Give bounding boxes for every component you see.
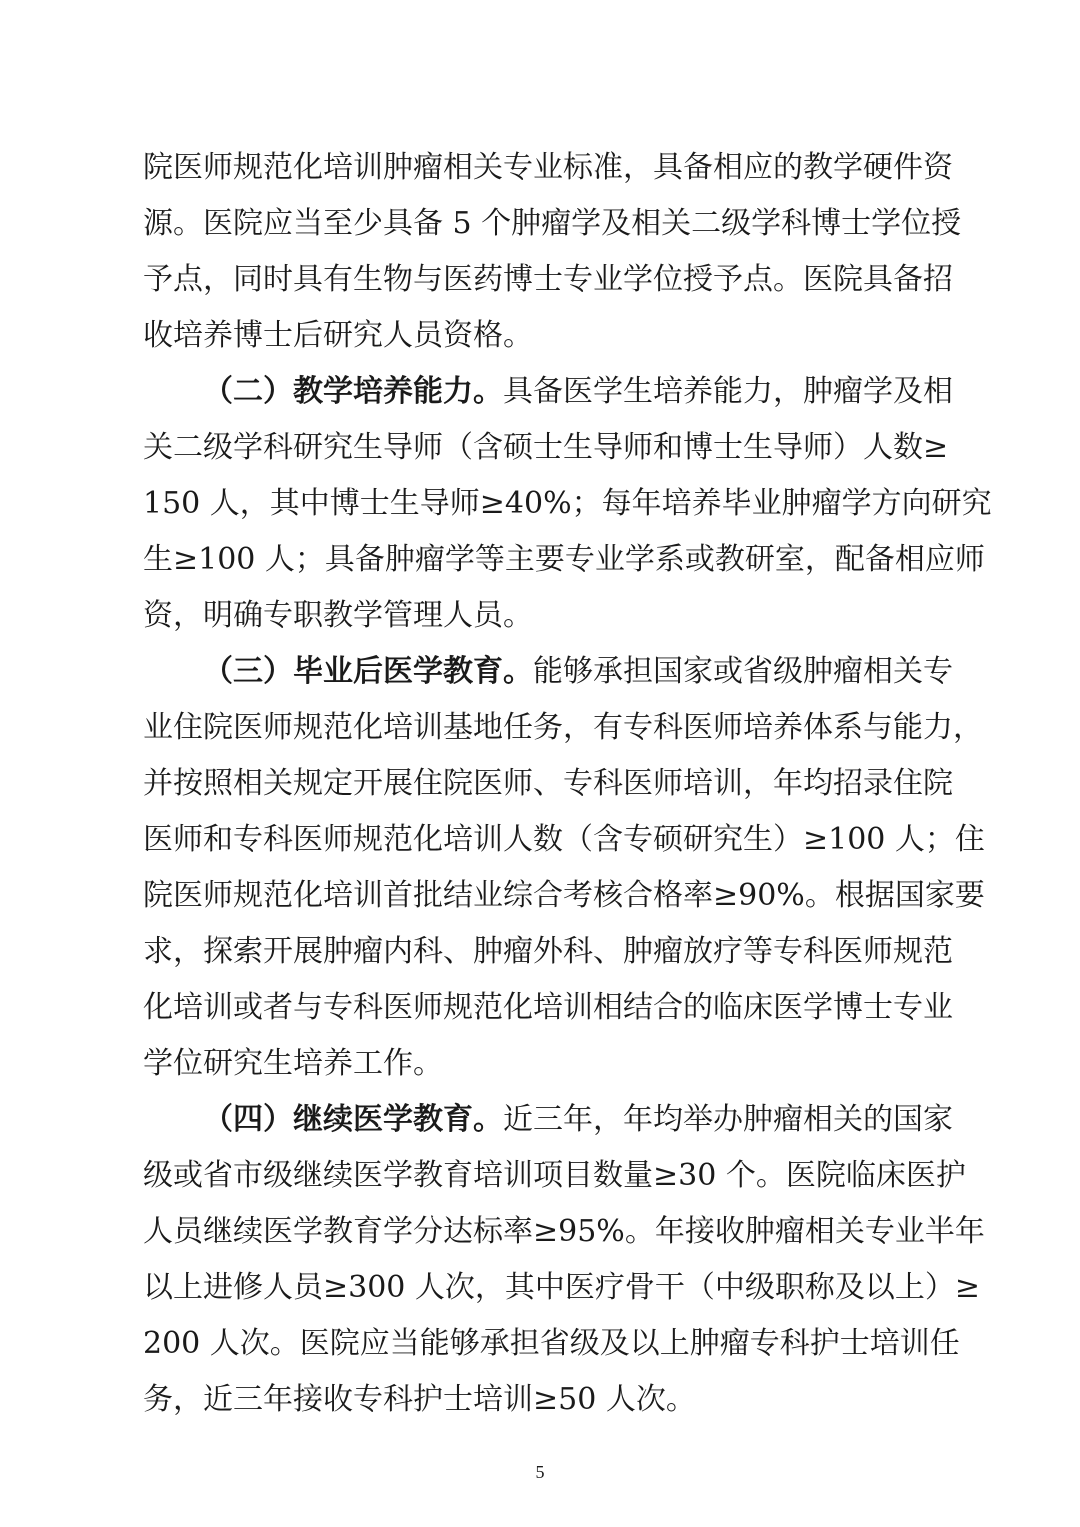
text-line: 院医师规范化培训首批结业综合考核合格率≥90%。根据国家要 [143,878,985,913]
text-line: 资，明确专职教学管理人员。 [143,598,533,633]
text-line: 院医师规范化培训肿瘤相关专业标准，具备相应的教学硬件资 [143,150,953,185]
section-heading: （三）毕业后医学教育。 [203,654,533,689]
text-line: 生≥100 人；具备肿瘤学等主要专业学系或教研室，配备相应师 [143,542,985,577]
text-line: 业住院医师规范化培训基地任务，有专科医师培养体系与能力， [143,710,983,745]
text-line: 医师和专科医师规范化培训人数（含专硕研究生）≥100 人；住 [143,822,985,857]
page-number: 5 [535,1462,545,1482]
text-line: 人员继续医学教育学分达标率≥95%。年接收肿瘤相关专业半年 [143,1214,985,1249]
section-heading-line [143,364,953,420]
text-line: 并按照相关规定开展住院医师、专科医师培训，年均招录住院 [143,766,953,801]
text-line: 关二级学科研究生导师（含硕士生导师和博士生导师）人数≥ [143,430,949,465]
section-heading-line [143,644,953,700]
section-heading-line [143,1092,953,1148]
text-line: 务，近三年接收专科护士培训≥50 人次。 [143,1382,696,1417]
text-line: 收培养博士后研究人员资格。 [143,318,533,353]
text-line: 级或省市级继续医学教育培训项目数量≥30 个。医院临床医护 [143,1158,966,1193]
section-heading: （二）教学培养能力。 [203,374,503,409]
text-line: 源。医院应当至少具备 5 个肿瘤学及相关二级学科博士学位授 [143,206,962,241]
section-heading: （四）继续医学教育。 [203,1102,503,1137]
text-span: 具备医学生培养能力，肿瘤学及相 [503,374,953,409]
text-line: 求，探索开展肿瘤内科、肿瘤外科、肿瘤放疗等专科医师规范 [143,934,953,969]
text-line: 予点，同时具有生物与医药博士专业学位授予点。医院具备招 [143,262,953,297]
text-line: 化培训或者与专科医师规范化培训相结合的临床医学博士专业 [143,990,953,1025]
body-text [143,140,992,1428]
text-line: 200 人次。医院应当能够承担省级及以上肿瘤专科护士培训任 [143,1326,960,1361]
text-line: 学位研究生培养工作。 [143,1046,443,1081]
text-span: 近三年，年均举办肿瘤相关的国家 [503,1102,953,1137]
text-span: 能够承担国家或省级肿瘤相关专 [533,654,953,689]
text-line: 以上进修人员≥300 人次，其中医疗骨干（中级职称及以上）≥ [143,1270,981,1305]
text-line: 150 人，其中博士生导师≥40%；每年培养毕业肿瘤学方向研究 [143,486,992,521]
